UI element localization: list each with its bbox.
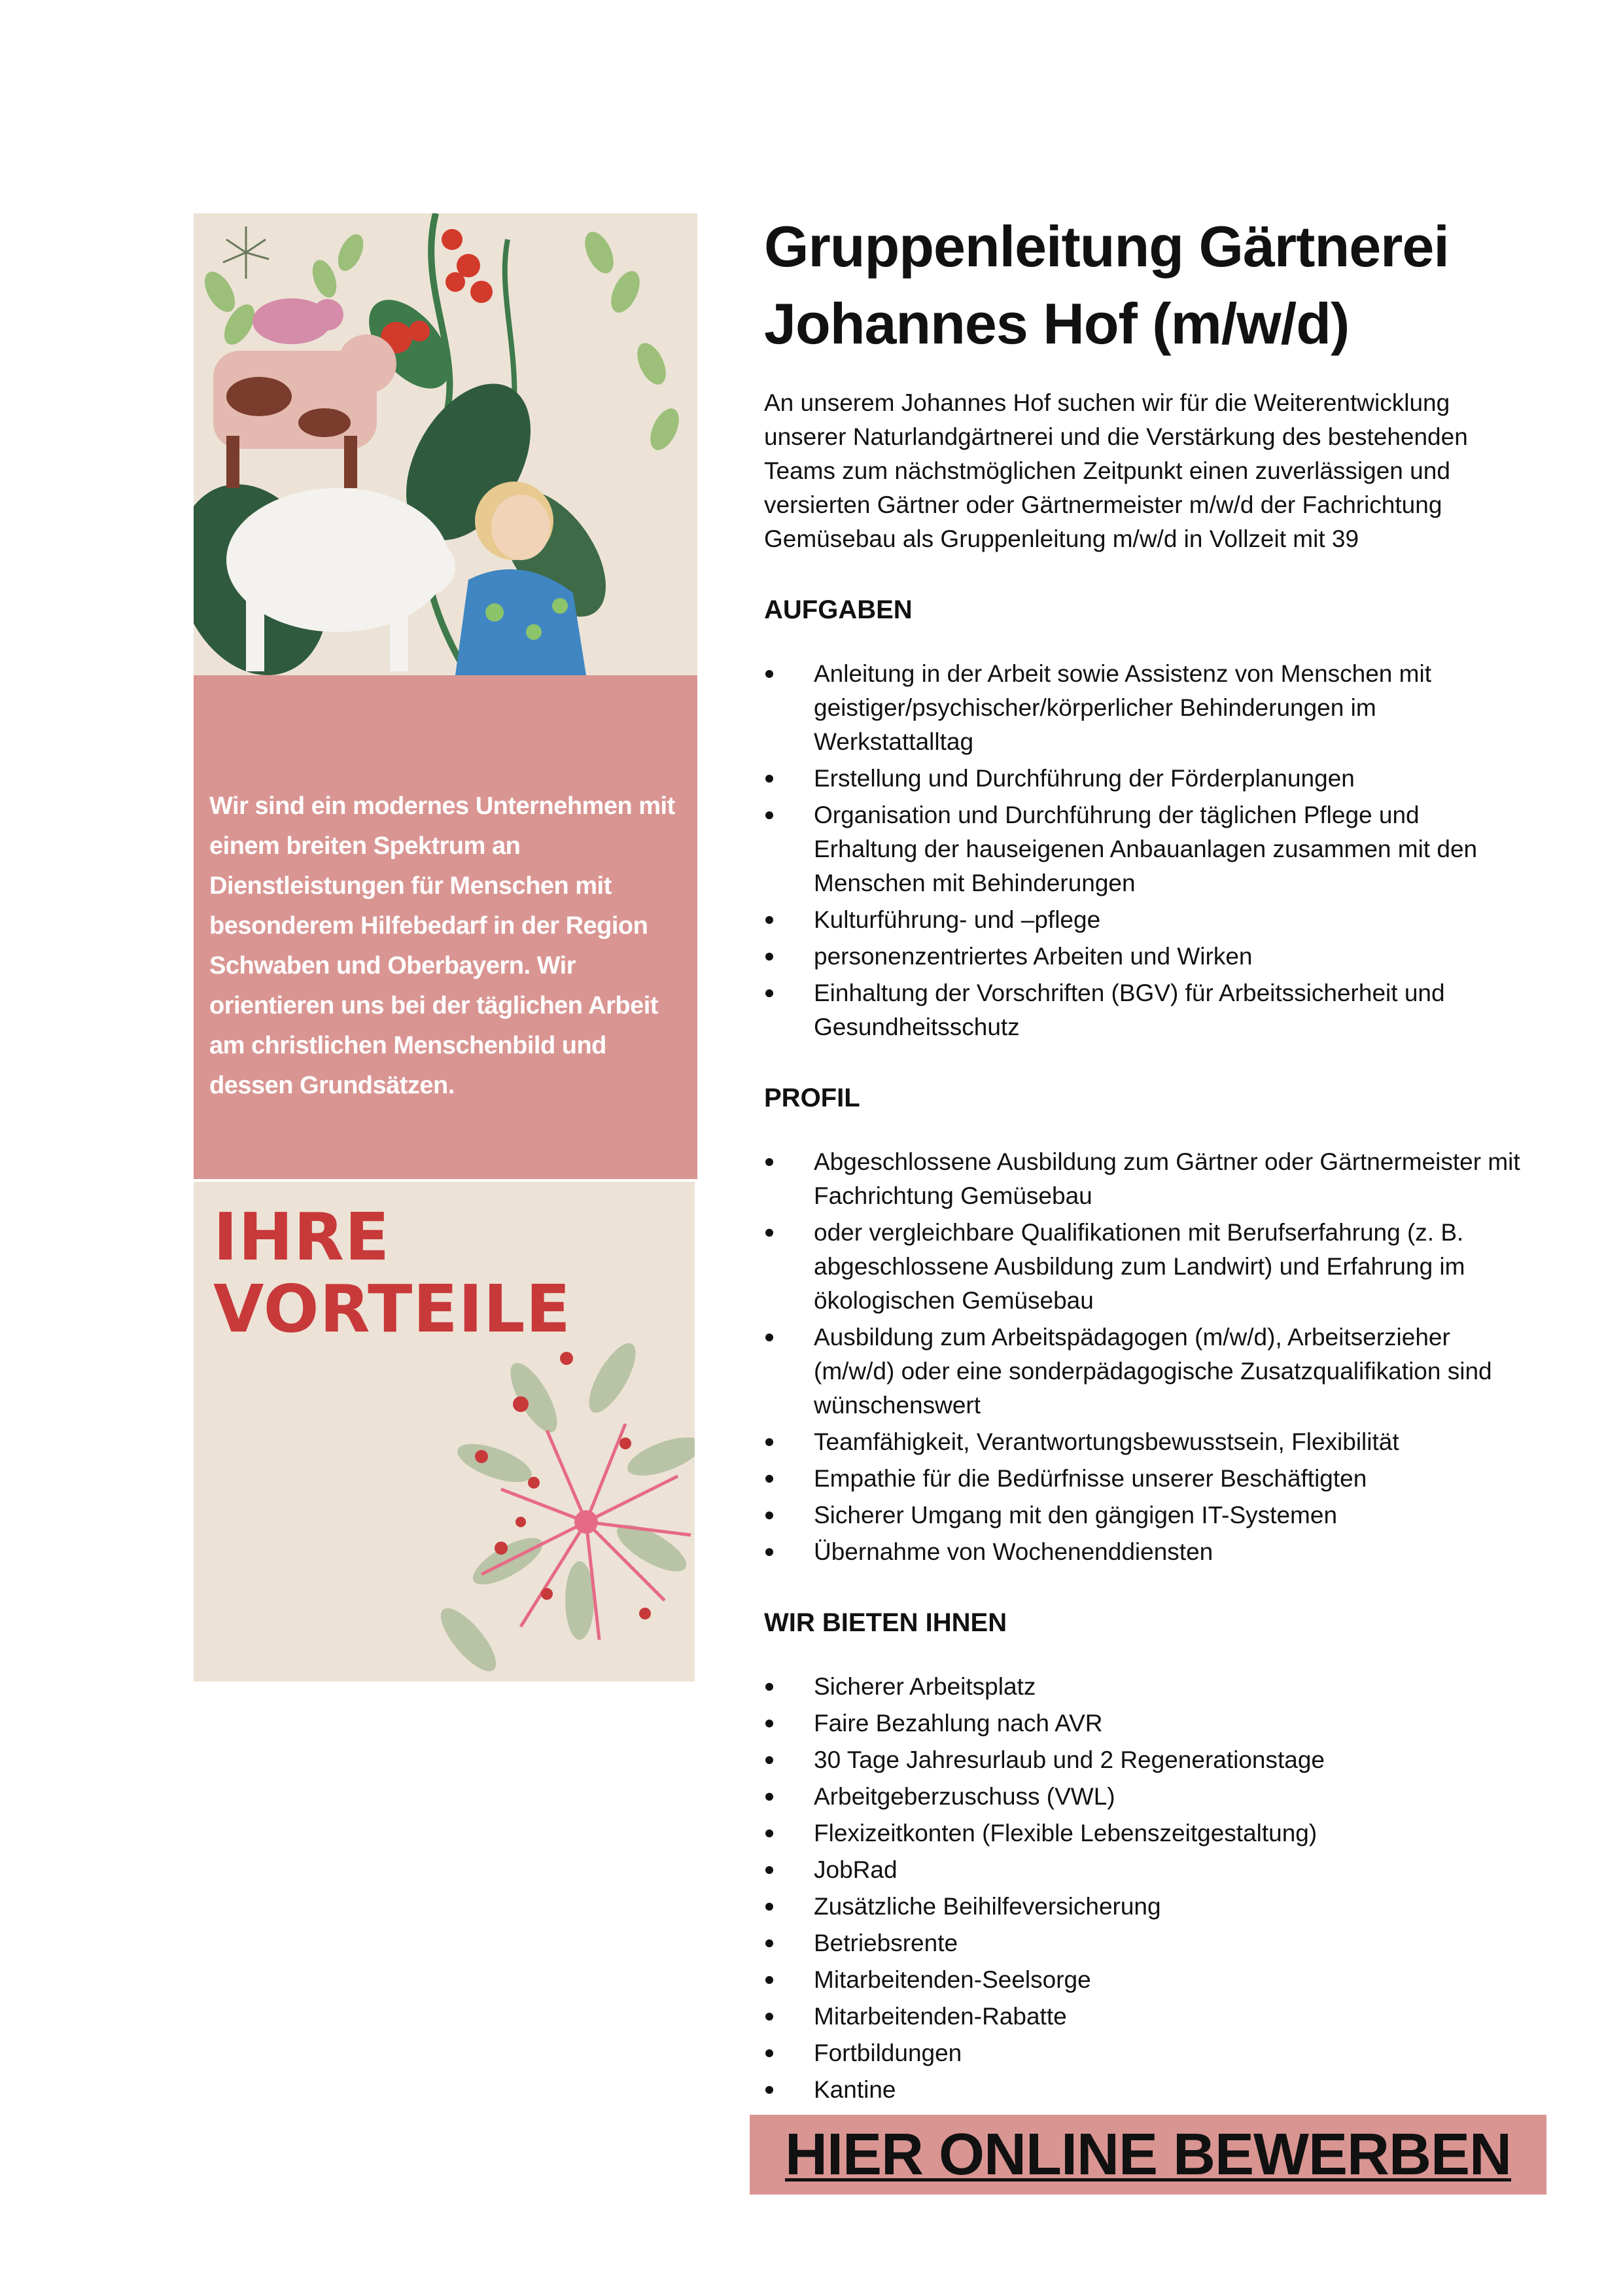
job-title-line-1: Gruppenleitung Gärtnerei	[764, 214, 1449, 279]
apply-banner	[750, 2115, 1546, 2195]
company-intro-box	[194, 675, 697, 1179]
vorteile-heading	[213, 1201, 571, 1345]
list-item: Übernahme von Wochenenddiensten	[764, 1535, 1520, 1569]
list-item: Anleitung in der Arbeit sowie Assistenz von Menschen mit geistiger/psychischer/körperlicher Behinderungen im Werkstattalltag	[764, 657, 1520, 759]
bieten-heading: WIR BIETEN IHNEN	[764, 1608, 1007, 1637]
list-item: Faire Bezahlung nach AVR	[764, 1706, 1520, 1740]
bieten-list	[764, 1670, 1549, 2107]
apply-online-link[interactable]: HIER ONLINE BEWERBEN	[784, 2121, 1512, 2187]
list-item: Betriebsrente	[764, 1926, 1520, 1960]
list-item: Teamfähigkeit, Verantwortungsbewusstsein, Flexibilität	[764, 1425, 1520, 1459]
farm-illustration-art	[194, 213, 697, 675]
job-title	[764, 208, 1549, 362]
list-item: Kulturführung- und –pflege	[764, 903, 1520, 937]
company-intro-text: Wir sind ein modernes Unternehmen mit einem breiten Spektrum an Dienstleistungen für Menschen mit besonderem Hilfebedarf in der Region Schwaben und Oberbayern. Wir orientieren uns bei der täglichen Arbeit am christlichen Menschenbild und dessen Grundsätzen.	[209, 792, 675, 1099]
list-item: Abgeschlossene Ausbildung zum Gärtner oder Gärtnermeister mit Fachrichtung Gemüsebau	[764, 1145, 1520, 1213]
list-item: Zusätzliche Beihilfeversicherung	[764, 1890, 1520, 1924]
job-intro-paragraph: An unserem Johannes Hof suchen wir für die Weiterentwicklung unserer Naturlandgärtnerei und die Verstärkung des bestehenden Teams zum nächstmöglichen Zeitpunkt einen zuverlässigen und versierten Gärtner oder Gärtnermeister m/w/d der Fachrichtung Gemüsebau als Gruppenleitung m/w/d in Vollzeit mit 39	[764, 389, 1468, 552]
profil-list	[764, 1145, 1549, 1569]
list-item: Sicherer Arbeitsplatz	[764, 1670, 1520, 1704]
list-item: Ausbildung zum Arbeitspädagogen (m/w/d), Arbeitserzieher (m/w/d) oder eine sonderpädagogische Zusatzqualifikation sind wünschenswert	[764, 1320, 1520, 1422]
list-item: Einhaltung der Vorschriften (BGV) für Arbeitssicherheit und Gesundheitsschutz	[764, 976, 1520, 1044]
vorteile-line-2: VORTEILE	[213, 1271, 571, 1347]
list-item: Sicherer Umgang mit den gängigen IT-Systemen	[764, 1498, 1520, 1532]
list-item: Fortbildungen	[764, 2036, 1520, 2070]
list-item: personenzentriertes Arbeiten und Wirken	[764, 940, 1520, 974]
farm-illustration	[194, 213, 697, 675]
list-item: JobRad	[764, 1853, 1520, 1887]
vorteile-panel	[194, 1182, 695, 1682]
aufgaben-heading: AUFGABEN	[764, 595, 913, 624]
job-title-line-2: Johannes Hof (m/w/d)	[764, 291, 1350, 356]
list-item: Erstellung und Durchführung der Förderplanungen	[764, 762, 1520, 796]
list-item: Mitarbeitenden-Rabatte	[764, 2000, 1520, 2034]
list-item: 30 Tage Jahresurlaub und 2 Regenerationstage	[764, 1743, 1520, 1777]
list-item: Flexizeitkonten (Flexible Lebenszeitgestaltung)	[764, 1816, 1520, 1850]
profil-heading: PROFIL	[764, 1084, 860, 1112]
list-item: Empathie für die Bedürfnisse unserer Beschäftigten	[764, 1462, 1520, 1496]
aufgaben-list	[764, 657, 1549, 1044]
job-content	[764, 208, 1549, 2110]
list-item: Kantine	[764, 2073, 1520, 2107]
list-item: oder vergleichbare Qualifikationen mit Berufserfahrung (z. B. abgeschlossene Ausbildung zum Landwirt) und Erfahrung im ökologischen Gemüsebau	[764, 1216, 1520, 1318]
list-item: Arbeitgeberzuschuss (VWL)	[764, 1780, 1520, 1814]
list-item: Mitarbeitenden-Seelsorge	[764, 1963, 1520, 1997]
vorteile-line-1: IHRE	[213, 1199, 391, 1275]
list-item: Organisation und Durchführung der täglichen Pflege und Erhaltung der hauseigenen Anbauanlagen zusammen mit den Menschen mit Behinderungen	[764, 798, 1520, 900]
